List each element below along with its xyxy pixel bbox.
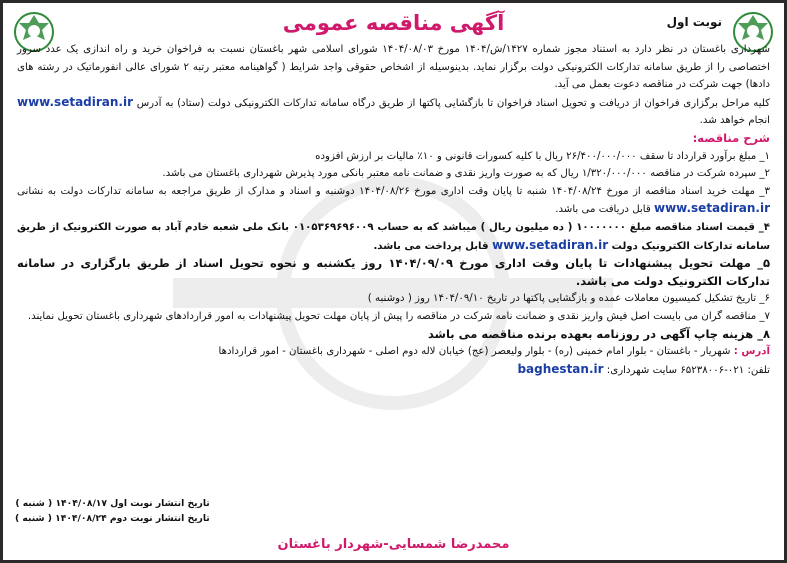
phone-line — [17, 361, 770, 380]
section-heading: شرح مناقصه: — [692, 130, 770, 145]
signature-line: محمدرضا شمسایی-شهردار باغستان — [277, 537, 510, 552]
intro-text-2: کلیه مراحل برگزاری فراخوان از دریافت و تحویل اسناد فراخوان تا بازگشایی پاکتها از طریق درگاه سامانه تدارکات الکترونیکی دولت (ستاد) به آدرس — [136, 97, 770, 109]
item-2: ۲_ سپرده شرکت در مناقصه ۱/۳۲۰/۰۰۰/۰۰۰ ریال که به صورت واریز نقدی و ضمانت نامه معتبر بانکی مورد پذیرش شهرداری باغستان می باشد. — [162, 168, 770, 180]
notice-body — [17, 41, 770, 379]
setadiran-link[interactable]: www.setadiran.ir — [653, 201, 770, 216]
date-first: تاریخ انتشار نوبت اول ۱۴۰۴/۰۸/۱۷ ( شنبه ) — [15, 498, 210, 509]
phone-text: تلفن: ۰۲۱-۶۵۲۳۸۰۰۶ سایت شهرداری: — [606, 364, 770, 376]
item-3 — [17, 183, 770, 219]
item-6: ۶_ تاریخ تشکیل کمیسیون معاملات عمده و بازگشایی پاکتها در تاریخ ۱۴۰۴/۰۹/۱۰ روز ( دوشنبه ) — [367, 293, 770, 305]
date-second: تاریخ انتشار نوبت دوم ۱۴۰۴/۰۸/۲۴ ( شنبه ) — [15, 513, 210, 524]
setadiran-link[interactable]: www.setadiran.ir — [17, 94, 134, 109]
address-line — [17, 343, 770, 361]
intro-paragraph-2 — [17, 94, 770, 130]
publication-dates — [15, 496, 210, 526]
page-title: آگهی مناقصه عمومی — [282, 11, 505, 35]
publication-round: نوبت اول — [666, 15, 722, 29]
item-7: ۷_ مناقصه گران می بایست اصل فیش واریز نقدی و ضمانت نامه شرکت در مناقصه را پیش از پایان مهلت تحویل پیشنهادات به امور قراردادهای شهرداری باغستان تحویل نمایند. — [27, 310, 770, 322]
intro-paragraph — [17, 41, 770, 94]
setadiran-link[interactable]: www.setadiran.ir — [492, 237, 609, 252]
item-3-text: ۳_ مهلت خرید اسناد مناقصه از مورخ ۱۴۰۴/۰۸/۲۴ شنبه تا پایان وقت اداری مورخ ۱۴۰۴/۰۸/۲۶ دوشنبه و اسناد و مدارک از طریق مراجعه به سامانه تدارکات دولت به نشانی — [17, 185, 770, 197]
intro-text-end: انجام خواهد شد. — [699, 115, 770, 127]
address-text: شهریار - باغستان - بلوار امام خمینی (ره) - بلوار ولیعصر (عج) خیابان لاله دوم اصلی - شهرداری باغستان - امور قراردادها — [218, 346, 731, 358]
website-link[interactable]: baghestan.ir — [517, 361, 604, 376]
address-label: آدرس : — [733, 346, 770, 358]
item-8: ۸_ هزینه چاپ آگهی در روزنامه بعهده برنده مناقصه می باشد — [428, 326, 770, 341]
item-3-end: قابل دریافت می باشد. — [555, 204, 651, 216]
item-4 — [17, 219, 770, 255]
item-4-text: ۴_ قیمت اسناد مناقصه مبلغ ۱۰۰۰۰۰۰۰ ( ده میلیون ریال ) میباشد که به حساب ۰۱۰۵۳۶۹۶۹۶۰۰۹ بانک ملی شعبه خادم آباد به صورت الکترونیک از طریق سامانه تدارکات الکترونیک دولت — [17, 221, 770, 252]
item-4-end: قابل پرداخت می باشد. — [373, 240, 489, 252]
item-5: ۵_ مهلت تحویل پیشنهادات تا پایان وقت اداری مورخ ۱۴۰۴/۰۹/۰۹ روز یکشنبه و نحوه تحویل اسناد از طریق بارگزاری در سامانه تدارکات الکترونیک دولت می باشد. — [17, 256, 770, 288]
item-1: ۱_ مبلغ برآورد قرارداد تا سقف ۲۶/۴۰۰/۰۰۰/۰۰۰ ریال با کلیه کسورات قانونی و ۱۰٪ مالیات بر ارزش افزوده — [315, 150, 770, 162]
intro-text: شهرداری باغستان در نظر دارد به استناد مجوز شماره ۱۴۲۷/ش/۱۴۰۴ مورخ ۱۴۰۴/۰۸/۰۳ شورای اسلامی شهر باغستان نسبت به فراخوان خرید و راه اندازی یک عدد سرور اختصاصی را از طریق سامانه تدارکات الکترونیکی دولت برگزار نماید. بدینوسیله از اشخاص حقوقی واجد شرایط ( گواهینامه معتبر رتبه ۲ شورای عالی انفورماتیک در رشته های دادها) جهت شرکت در مناقصه دعوت بعمل می آید. — [17, 44, 770, 91]
